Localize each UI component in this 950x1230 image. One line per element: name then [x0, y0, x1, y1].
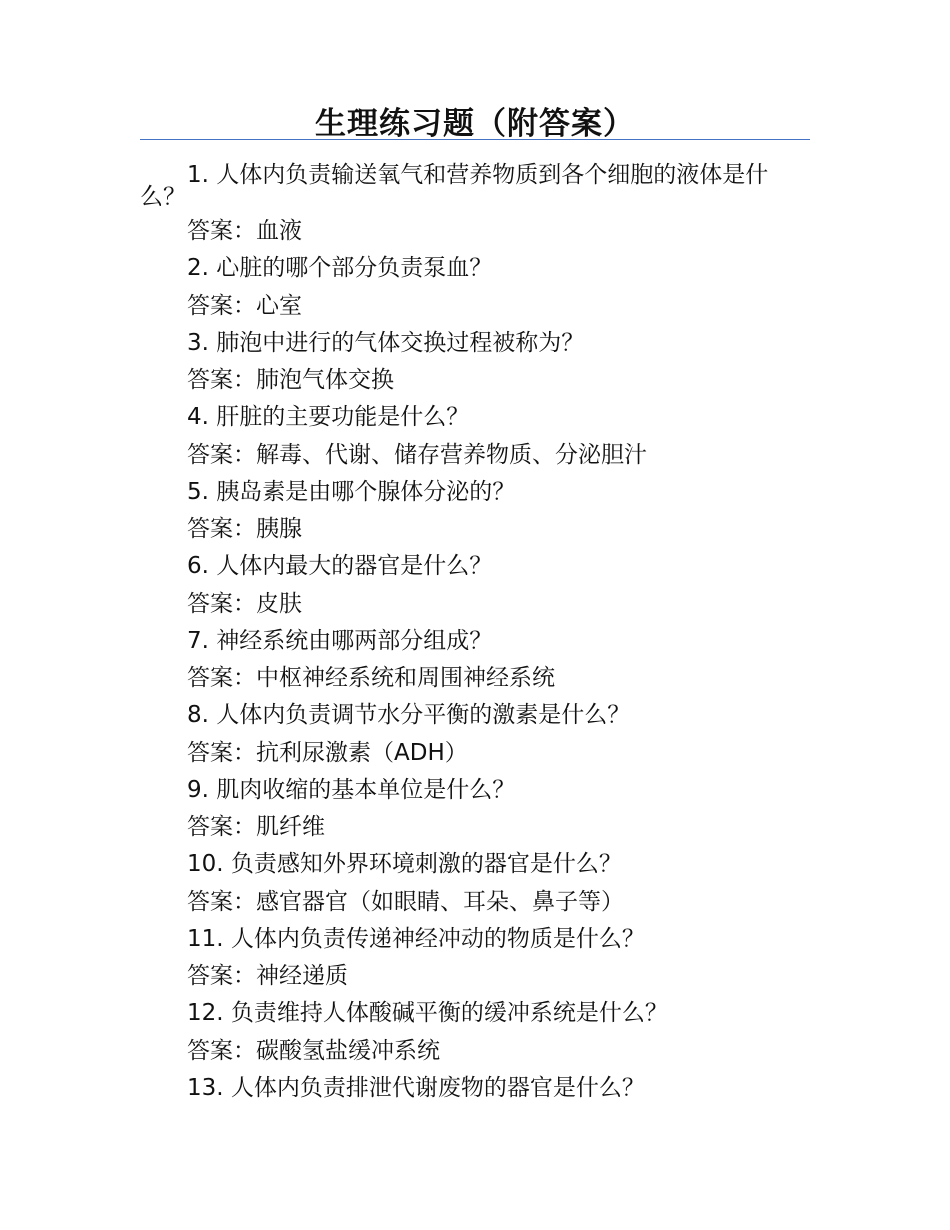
question-5: 5. 胰岛素是由哪个腺体分泌的？: [187, 478, 516, 505]
answer-1: 答案：血液: [187, 218, 302, 244]
question-1-line-1: 1. 人体内负责输送氧气和营养物质到各个细胞的液体是什: [187, 162, 769, 188]
answer-7: 答案：中枢神经系统和周围神经系统: [187, 665, 555, 691]
answer-11: 答案：神经递质: [187, 963, 348, 989]
document-title: 生理练习题（附答案）: [315, 106, 635, 142]
question-7: 7. 神经系统由哪两部分组成？: [187, 627, 493, 654]
title-underline: [140, 139, 810, 140]
answer-9: 答案：肌纤维: [187, 814, 325, 840]
question-8: 8. 人体内负责调节水分平衡的激素是什么？: [187, 702, 631, 729]
answer-12: 答案：碳酸氢盐缓冲系统: [187, 1037, 440, 1064]
qa-list: [187, 213, 827, 1107]
question-6: 6. 人体内最大的器官是什么？: [187, 553, 493, 580]
answer-6: 答案：皮肤: [187, 590, 302, 617]
question-12: 12. 负责维持人体酸碱平衡的缓冲系统是什么？: [187, 1000, 668, 1027]
answer-10: 答案：感官器官（如眼睛、耳朵、鼻子等）: [187, 888, 624, 915]
question-13: 13. 人体内负责排泄代谢废物的器官是什么？: [187, 1074, 645, 1101]
question-9: 9. 肌肉收缩的基本单位是什么？: [187, 776, 516, 803]
question-2: 2. 心脏的哪个部分负责泵血？: [187, 255, 493, 282]
answer-8: 答案：抗利尿激素（ADH）: [187, 739, 468, 766]
question-1-line-2: 么？: [140, 184, 186, 210]
answer-5: 答案：胰腺: [187, 516, 302, 542]
answer-4: 答案：解毒、代谢、储存营养物质、分泌胆汁: [187, 441, 647, 468]
answer-2: 答案：心室: [187, 292, 302, 319]
answer-3: 答案：肺泡气体交换: [187, 367, 394, 393]
question-4: 4. 肝脏的主要功能是什么？: [187, 404, 470, 431]
question-11: 11. 人体内负责传递神经冲动的物质是什么？: [187, 925, 645, 952]
question-3: 3. 肺泡中进行的气体交换过程被称为？: [187, 329, 585, 356]
question-10: 10. 负责感知外界环境刺激的器官是什么？: [187, 851, 622, 878]
